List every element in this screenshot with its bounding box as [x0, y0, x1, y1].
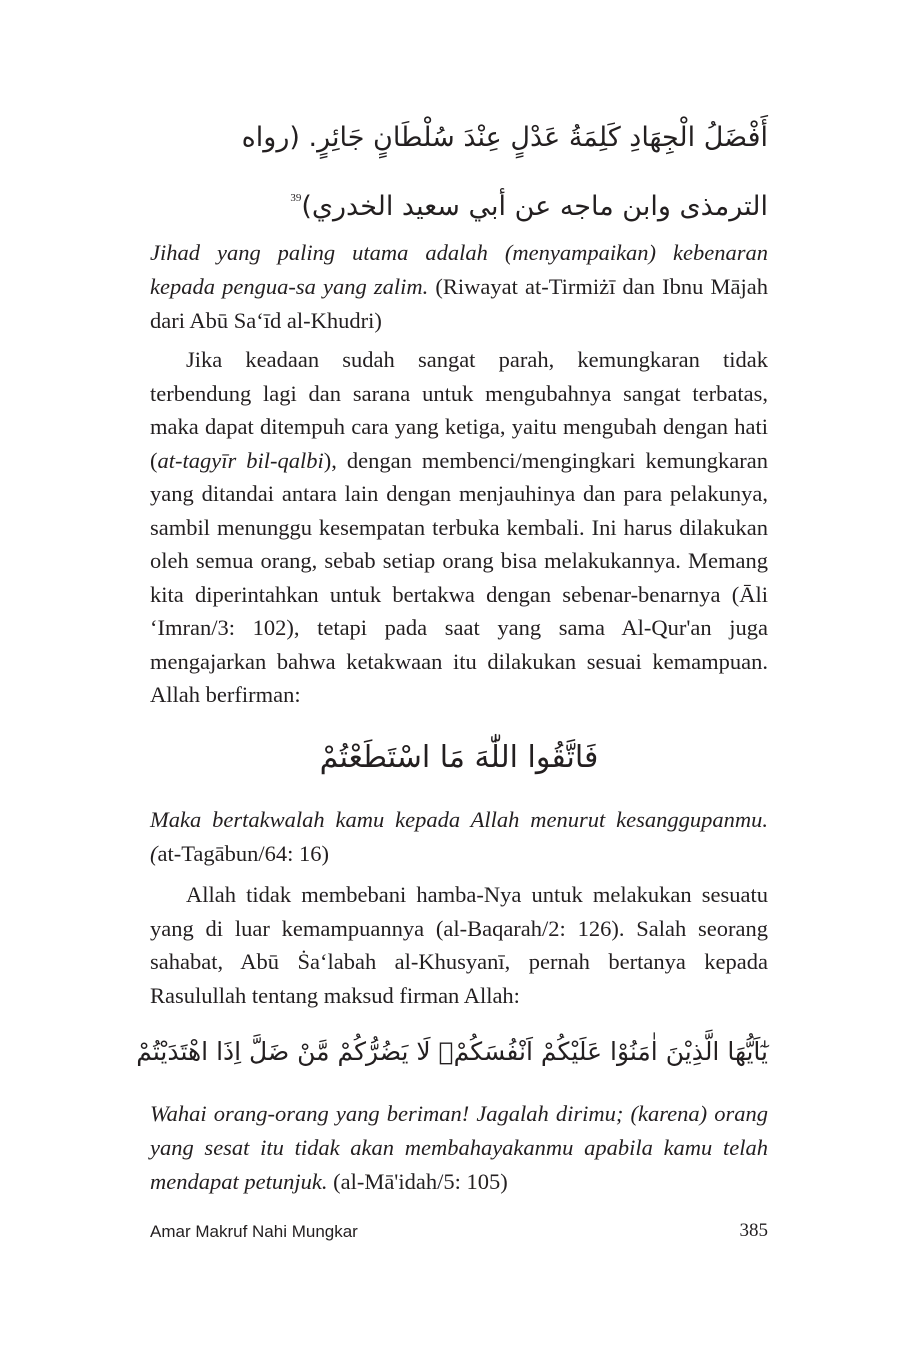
page-number: 385	[739, 1220, 768, 1241]
verse-1-arabic: فَاتَّقُوا اللّٰهَ مَا اسْتَطَعْتُمْ	[319, 740, 599, 775]
paragraph-1	[150, 343, 768, 712]
verse-1-source: at-Tagābun/64: 16)	[157, 841, 329, 866]
paragraph-2-text: Allah tidak membebani hamba-Nya untuk melakukan sesuatu yang di luar kemampuannya (al-Baqarah/2: 126). Salah seorang sahabat, Abū Ṡa‘labah al-Khusyanī, pernah bertanya kepada Rasulullah tentang maksud firman Allah:	[150, 882, 768, 1008]
verse-2-translation	[150, 1097, 768, 1199]
paragraph-1-text-a: Jika keadaan sudah sangat parah, kemungkaran tidak terbendung lagi dan sarana untuk mengubahnya sangat terbatas, maka dapat ditempuh cara yang ketiga, yaitu mengubah dengan hati (	[150, 347, 768, 473]
verse-2-translation-text: Wahai orang-orang yang beriman! Jagalah dirimu; (karena) orang yang sesat itu tidak akan membahayakanmu apabila kamu telah mendapat petunjuk.	[150, 1101, 768, 1194]
hadith-translation-text: Jihad yang paling utama adalah (menyampaikan) kebenaran kepada pengua-sa yang zalim.	[150, 240, 768, 299]
hadith-source: (Riwayat at-Tirmiżī dan Ibnu Mājah dari Abū Sa‘īd al-Khudri)	[150, 274, 768, 333]
paragraph-1-text-b: ), dengan membenci/mengingkari kemungkaran yang ditandai antara lain dengan menjauhinya dan para pelakunya, sambil menunggu kesempatan terbuka kembali. Ini harus dilakukan oleh semua orang, sebab setiap orang bisa melakukannya. Memang kita diperintahkan untuk bertakwa dengan sebenar-benarnya (Āli ‘Imran/3: 102), tetapi pada saat yang sama Al-Qur'an juga mengajarkan bahwa ketakwaan itu dilakukan sesuai kemampuan. Allah berfirman:	[150, 447, 768, 707]
hadith-translation	[150, 236, 768, 338]
verse-2-arabic: يٰٓاَيُّهَا الَّذِيْنَ اٰمَنُوْا عَلَيْكُمْ اَنْفُسَكُمْۚ لَا يَضُرُّكُمْ مَّنْ ضَلَّ اِذَا اهْتَدَيْتُمْ	[136, 1037, 768, 1066]
verse-1-translation-text: Maka bertakwalah kamu kepada Allah menurut kesanggupanmu. (	[150, 807, 768, 866]
verse-2-source: (al-Mā'idah/5: 105)	[327, 1169, 508, 1194]
verse-1-translation	[150, 803, 768, 871]
footnote-marker: 39	[290, 192, 302, 204]
paragraph-1-italic: at-tagyīr bil-qalbi	[157, 447, 324, 473]
hadith-arabic-text: أَفْضَلُ الْجِهَادِ كَلِمَةُ عَدْلٍ عِنْدَ سُلْطَانٍ جَائِرٍ. (رواه الترمذى وابن ماجه عن أبي سعيد الخدري)	[241, 122, 768, 222]
paragraph-2	[150, 878, 768, 1012]
running-footer-title: Amar Makruf Nahi Mungkar	[150, 1222, 358, 1241]
hadith-arabic	[150, 108, 768, 237]
